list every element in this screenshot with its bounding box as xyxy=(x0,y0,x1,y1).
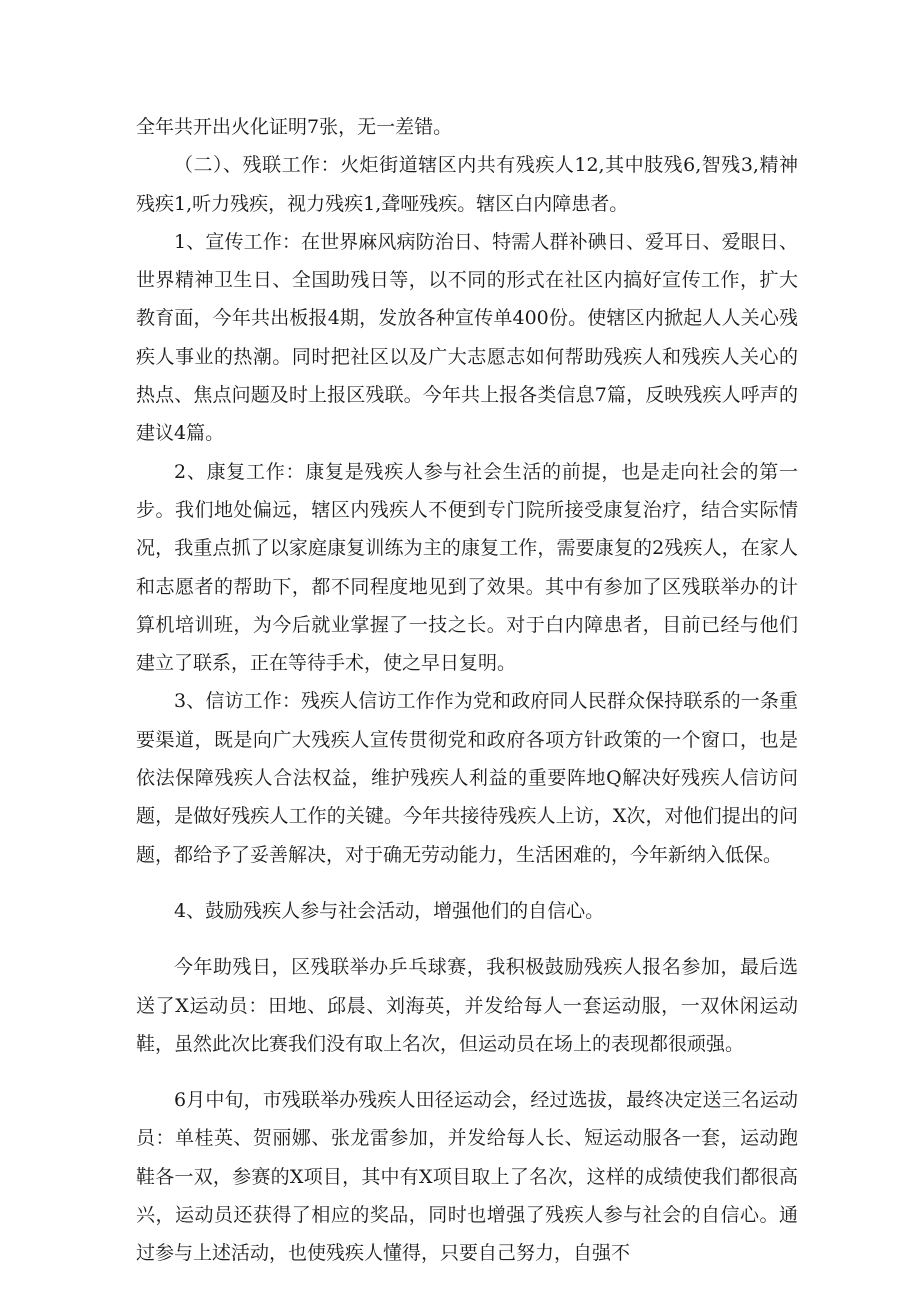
paragraph-rehabilitation-work: 2、康复工作：康复是残疾人参与社会生活的前提，也是走向社会的第一步。我们地处偏远，辖区内残疾人不便到专门院所接受康复治疗，结合实际情况，我重点抓了以家庭康复训练为主的康复工作，需要康复的2残疾人，在家人和志愿者的帮助下，都不同程度地见到了效果。其中有参加了区残联举办的计算机培训班，为今后就业掌握了一技之长。对于白内障患者，目前已经与他们建立了联系，正在等待手术，使之早日复明。 xyxy=(136,460,798,675)
paragraph-encourage-activities-heading: 4、鼓励残疾人参与社会活动，增强他们的自信心。 xyxy=(174,899,605,922)
paragraph-athletics-meet: 6月中旬，市残联举办残疾人田径运动会，经过选拔，最终决定送三名运动员：单桂英、贺丽娜、张龙雷参加，并发给每人长、短运动服各一套，运动跑鞋各一双，参赛的X项目，其中有X项目取上了名次，这样的成绩使我们都很高兴，运动员还获得了相应的奖品，同时也增强了残疾人参与社会的自信心。通过参与上述活动，也使残疾人懂得，只要自己努力，自强不 xyxy=(136,1089,798,1265)
paragraph-disabled-federation-work: （二）、残联工作：火炬街道辖区内共有残疾人12,其中肢残6,智残3,精神残疾1,听力残疾，视力残疾1,聋哑残疾。辖区白内障患者。 xyxy=(136,154,798,215)
paragraph-table-tennis: 今年助残日，区残联举办乒乓球赛，我积极鼓励残疾人报名参加，最后选送了X运动员：田地、邱晨、刘海英，并发给每人一套运动服，一双休闲运动鞋，虽然此次比赛我们没有取上名次，但运动员在场上的表现都很顽强。 xyxy=(136,956,798,1055)
paragraph-petition-work: 3、信访工作：残疾人信访工作作为党和政府同人民群众保持联系的一条重要渠道，既是向广大残疾人宣传贯彻党和政府各项方针政策的一个窗口，也是依法保障残疾人合法权益，维护残疾人利益的重要阵地Q解决好残疾人信访问题，是做好残疾人工作的关键。今年共接待残疾人上访，X次，对他们提出的问题，都给予了妥善解决，对于确无劳动能力，生活困难的，今年新纳入低保。 xyxy=(136,690,798,866)
paragraph-publicity-work: 1、宣传工作：在世界麻风病防治日、特需人群补碘日、爱耳日、爱眼日、世界精神卫生日、全国助残日等，以不同的形式在社区内搞好宣传工作，扩大教育面，今年共出板报4期，发放各种宣传单400份。使辖区内掀起人人关心残疾人事业的热潮。同时把社区以及广大志愿志如何帮助残疾人和残疾人关心的热点、焦点问题及时上报区残联。今年共上报各类信息7篇，反映残疾人呼声的建议4篇。 xyxy=(136,230,798,445)
document-body xyxy=(136,108,798,1273)
paragraph-cremation-certificates: 全年共开出火化证明7张，无一差错。 xyxy=(136,116,453,138)
